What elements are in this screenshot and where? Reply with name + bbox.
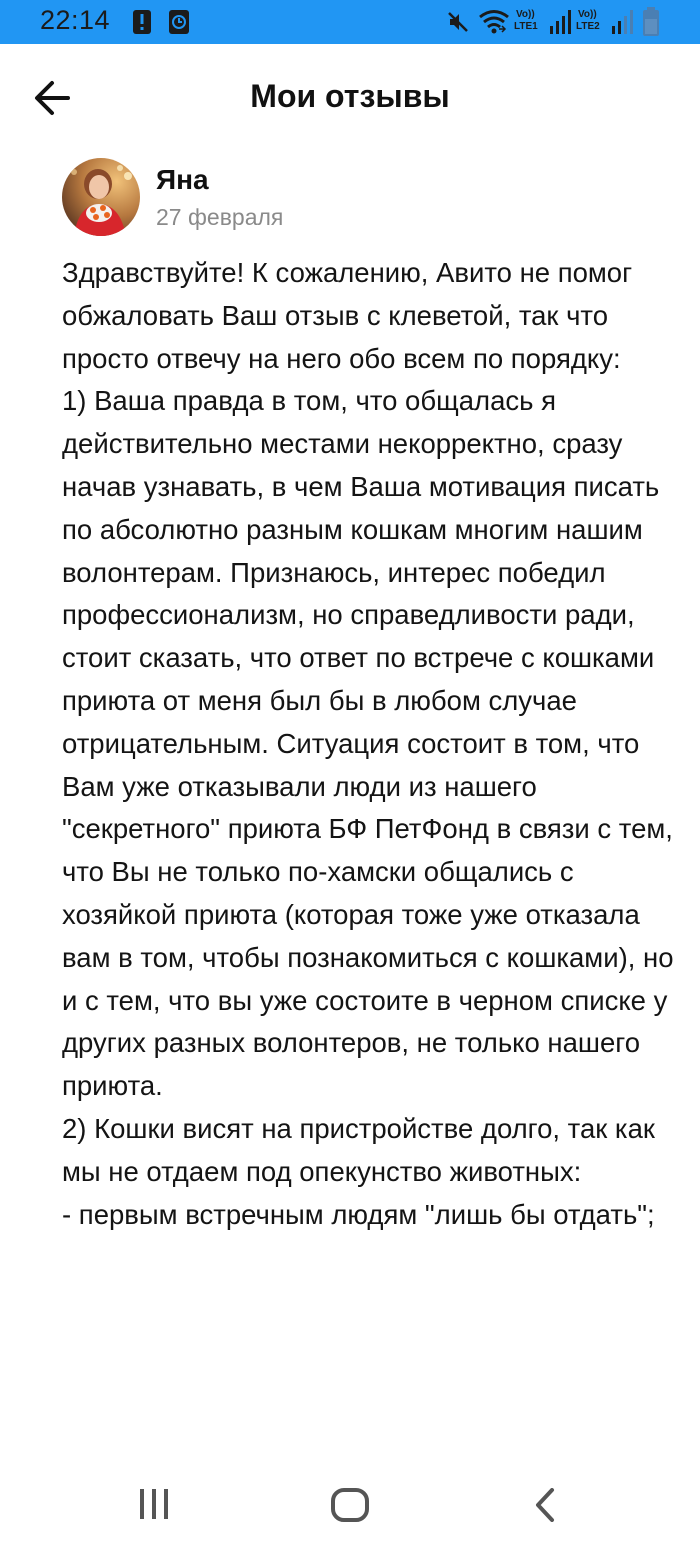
wifi-calling-icon	[478, 8, 510, 36]
review-paragraph: Здравствуйте! К сожалению, Авито не помог обжаловать Ваш отзыв с клеветой, так что просто отвечу на него обо всем по порядку:	[62, 257, 633, 374]
review-date: 27 февраля	[156, 204, 284, 230]
page-title: Мои отзывы	[250, 78, 450, 114]
app-bar	[0, 44, 700, 154]
clock-app-icon	[168, 10, 190, 34]
status-bar	[0, 0, 700, 44]
home-button[interactable]	[330, 1488, 370, 1527]
system-nav-bar	[0, 1452, 700, 1556]
home-icon	[330, 1488, 370, 1522]
author-name[interactable]: Яна	[156, 164, 209, 195]
review-header	[62, 158, 662, 238]
recent-apps-icon	[136, 1488, 172, 1520]
sim1-signal-icon	[514, 8, 574, 36]
sim1-bars-icon	[550, 10, 572, 34]
back-icon	[532, 1488, 558, 1522]
sim2-bars-icon	[612, 10, 634, 34]
review-text	[62, 252, 674, 1236]
sim2-signal-icon	[576, 8, 636, 36]
system-back-button[interactable]	[532, 1488, 558, 1527]
sim2-lte-label: LTE2	[576, 21, 600, 32]
alert-notification-icon	[132, 10, 152, 34]
mute-icon	[446, 10, 470, 34]
recent-apps-button[interactable]	[136, 1488, 172, 1525]
battery-icon	[642, 7, 660, 37]
sim2-volte-label: Vo))	[578, 9, 597, 20]
review-paragraph: - первым встречным людям "лишь бы отдать";	[62, 1198, 655, 1230]
status-time: 22:14	[40, 5, 111, 35]
avatar-image	[62, 158, 140, 236]
avatar[interactable]	[62, 158, 140, 236]
sim1-volte-label: Vo))	[516, 9, 535, 20]
review-paragraph: 1) Ваша правда в том, что общалась я действительно местами некорректно, сразу начав узнавать, в чем Ваша мотивация писать по абсолютно разным кошкам многим нашим волонтерам. Признаюсь, интерес победил профессионализм, но справедливости ради, стоит сказать, что ответ по встрече с кошками приюта от меня был бы в любом случае отрицательным. Ситуация состоит в том, что Вам уже отказывали люди из нашего "секретного" приюта БФ ПетФонд в связи с тем, что Вы не только по-хамски общались с хозяйкой приюта (которая тоже уже отказала вам в том, чтобы познакомиться с кошками), но и с тем, что вы уже состоите в черном списке у других разных волонтеров, не только нашего приюта.	[62, 385, 674, 1102]
sim1-lte-label: LTE1	[514, 21, 538, 32]
review-paragraph: 2) Кошки висят на пристройстве долго, так как мы не отдаем под опекунство животных:	[62, 1112, 655, 1187]
